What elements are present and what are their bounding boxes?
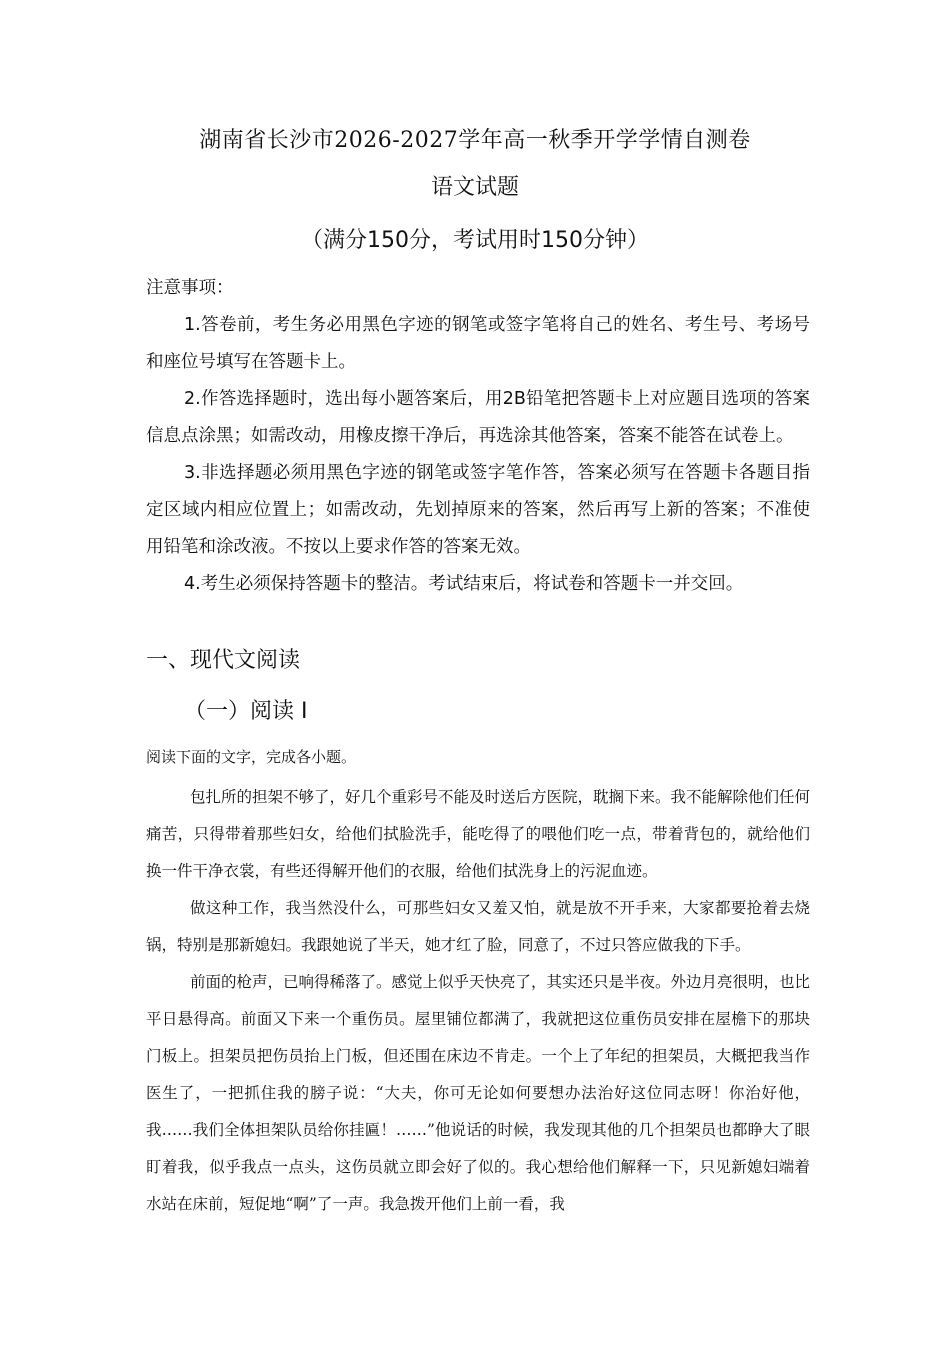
subsection-title: （一）阅读 I: [184, 699, 308, 724]
passage-paragraph: 前面的枪声，已响得稀落了。感觉上似乎天快亮了，其实还只是半夜。外边月亮很明，也比平日悬得高。前面又下来一个重伤员。屋里铺位都满了，我就把这位重伤员安排在屋檐下的那块门板上。担架员把伤员抬上门板，但还围在床边不肯走。一个上了年纪的担架员，大概把我当作医生了，一把抓住我的膀子说：“大夫，你可无论如何要想办法治好这位同志呀！你治好他，我……我们全体担架队员给你挂匾！……”他说话的时候，我发现其他的几个担架员也都睁大了眼盯着我，似乎我点一点头，这伤员就立即会好了似的。我心想给他们解释一下，只见新媳妇端着水站在床前，短促地“啊”了一声。我急拨开他们上前一看，我: [146, 973, 811, 1213]
notes-heading: 注意事项：: [146, 278, 234, 298]
notes-item: 2.作答选择题时，选出每小题答案后，用2B铅笔把答题卡上对应题目选项的答案信息点涂黑；如需改动，用橡皮擦干净后，再选涂其他答案，答案不能答在试卷上。: [146, 389, 810, 446]
exam-title: 湖南省长沙市2026-2027学年高一秋季开学学情自测卷: [199, 128, 751, 153]
exam-subject: 语文试题: [430, 175, 519, 200]
passage-paragraph: 做这种工作，我当然没什么，可那些妇女又羞又怕，就是放不开手来，大家都要抢着去烧锅，特别是那新媳妇。我跟她说了半天，她才红了脸，同意了，不过只答应做我的下手。: [146, 899, 810, 954]
notes-item: 1.答卷前，考生务必用黑色字迹的钢笔或签字笔将自己的姓名、考生号、考场号和座位号填写在答题卡上。: [146, 315, 810, 372]
notes-item: 3.非选择题必须用黑色字迹的钢笔或签字笔作答，答案必须写在答题卡各题目指定区域内相应位置上；如需改动，先划掉原来的答案，然后再写上新的答案；不准使用铅笔和涂改液。不按以上要求作答的答案无效。: [146, 463, 810, 557]
notes-item: 4.考生必须保持答题卡的整洁。考试结束后，将试卷和答题卡一并交回。: [184, 574, 744, 594]
section-title: 一、现代文阅读: [146, 648, 301, 673]
passage-paragraph: 包扎所的担架不够了，好几个重彩号不能及时送后方医院，耽搁下来。我不能解除他们任何痛苦，只得带着那些妇女，给他们拭脸洗手，能吃得了的喂他们吃一点，带着背包的，就给他们换一件干净衣裳，有些还得解开他们的衣服，给他们拭洗身上的污泥血迹。: [146, 788, 811, 880]
reading-instruction: 阅读下面的文字，完成各小题。: [146, 748, 357, 766]
reading-passage: [146, 779, 810, 1223]
notes-block: [146, 270, 810, 603]
exam-score-time: （满分150分，考试用时150分钟）: [301, 228, 649, 253]
